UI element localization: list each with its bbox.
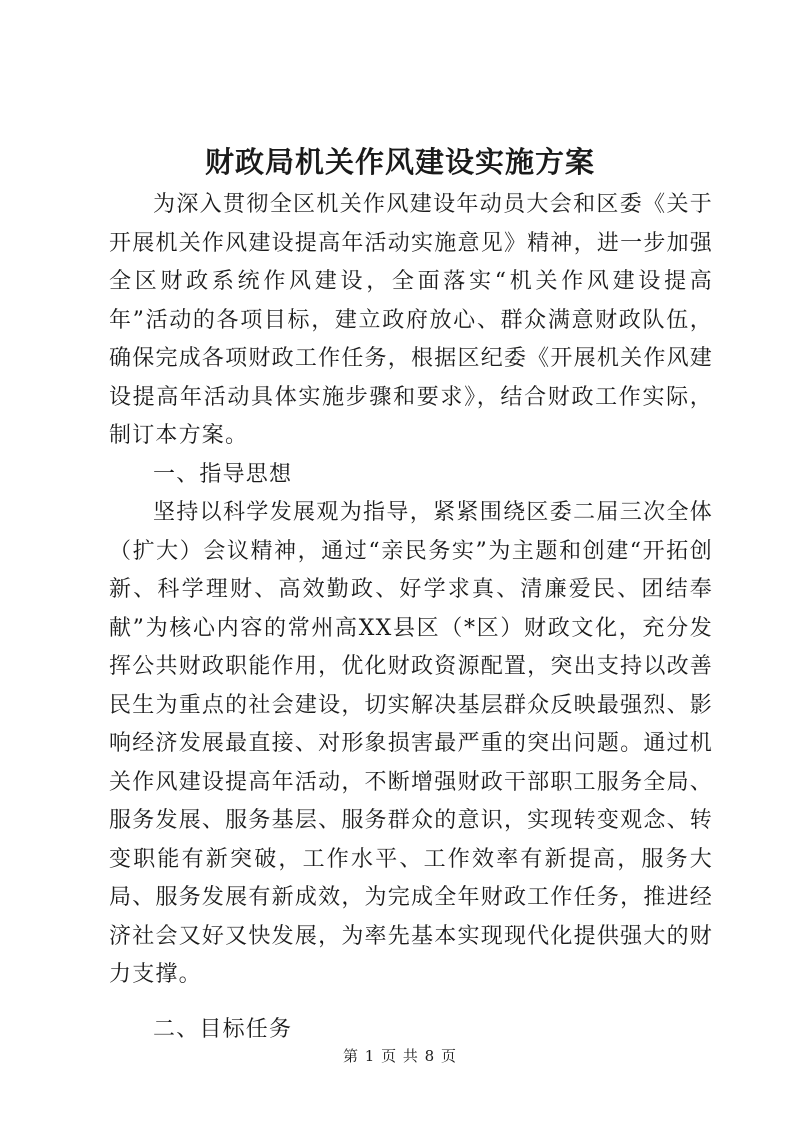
page-number-footer: 第 1 页 共 8 页 (343, 1047, 457, 1065)
document-body (109, 186, 713, 1049)
guiding-thought-paragraph: 坚持以科学发展观为指导，紧紧围绕区委二届三次全体（扩大）会议精神，通过“亲民务实”为主题和创建“开拓创新、科学理财、高效勤政、好学求真、清廉爱民、团结奉献”为核心内容的常州高XX县区（*区）财政文化，充分发挥公共财政职能作用，优化财政资源配置，突出支持以改善民生为重点的社会建设，切实解决基层群众反映最强烈、影响经济发展最直接、对形象损害最严重的突出问题。通过机关作风建设提高年活动，不断增强财政干部职工服务全局、服务发展、服务基层、服务群众的意识，实现转变观念、转变职能有新突破，工作水平、工作效率有新提高，服务大局、服务发展有新成效，为完成全年财政工作任务，推进经济社会又好又快发展，为率先基本实现现代化提供强大的财力支撑。 (109, 500, 713, 987)
intro-paragraph: 为深入贯彻全区机关作风建设年动员大会和区委《关于开展机关作风建设提高年活动实施意见》精神，进一步加强全区财政系统作风建设，全面落实“机关作风建设提高年”活动的各项目标，建立政府放心、群众满意财政队伍，确保完成各项财政工作任务，根据区纪委《开展机关作风建设提高年活动具体实施步骤和要求》，结合财政工作实际，制订本方案。 (109, 192, 713, 448)
section-heading-guiding-thought: 一、指导思想 (153, 461, 293, 487)
document-title: 财政局机关作风建设实施方案 (204, 145, 595, 179)
section-heading-goals: 二、目标任务 (153, 1016, 293, 1042)
